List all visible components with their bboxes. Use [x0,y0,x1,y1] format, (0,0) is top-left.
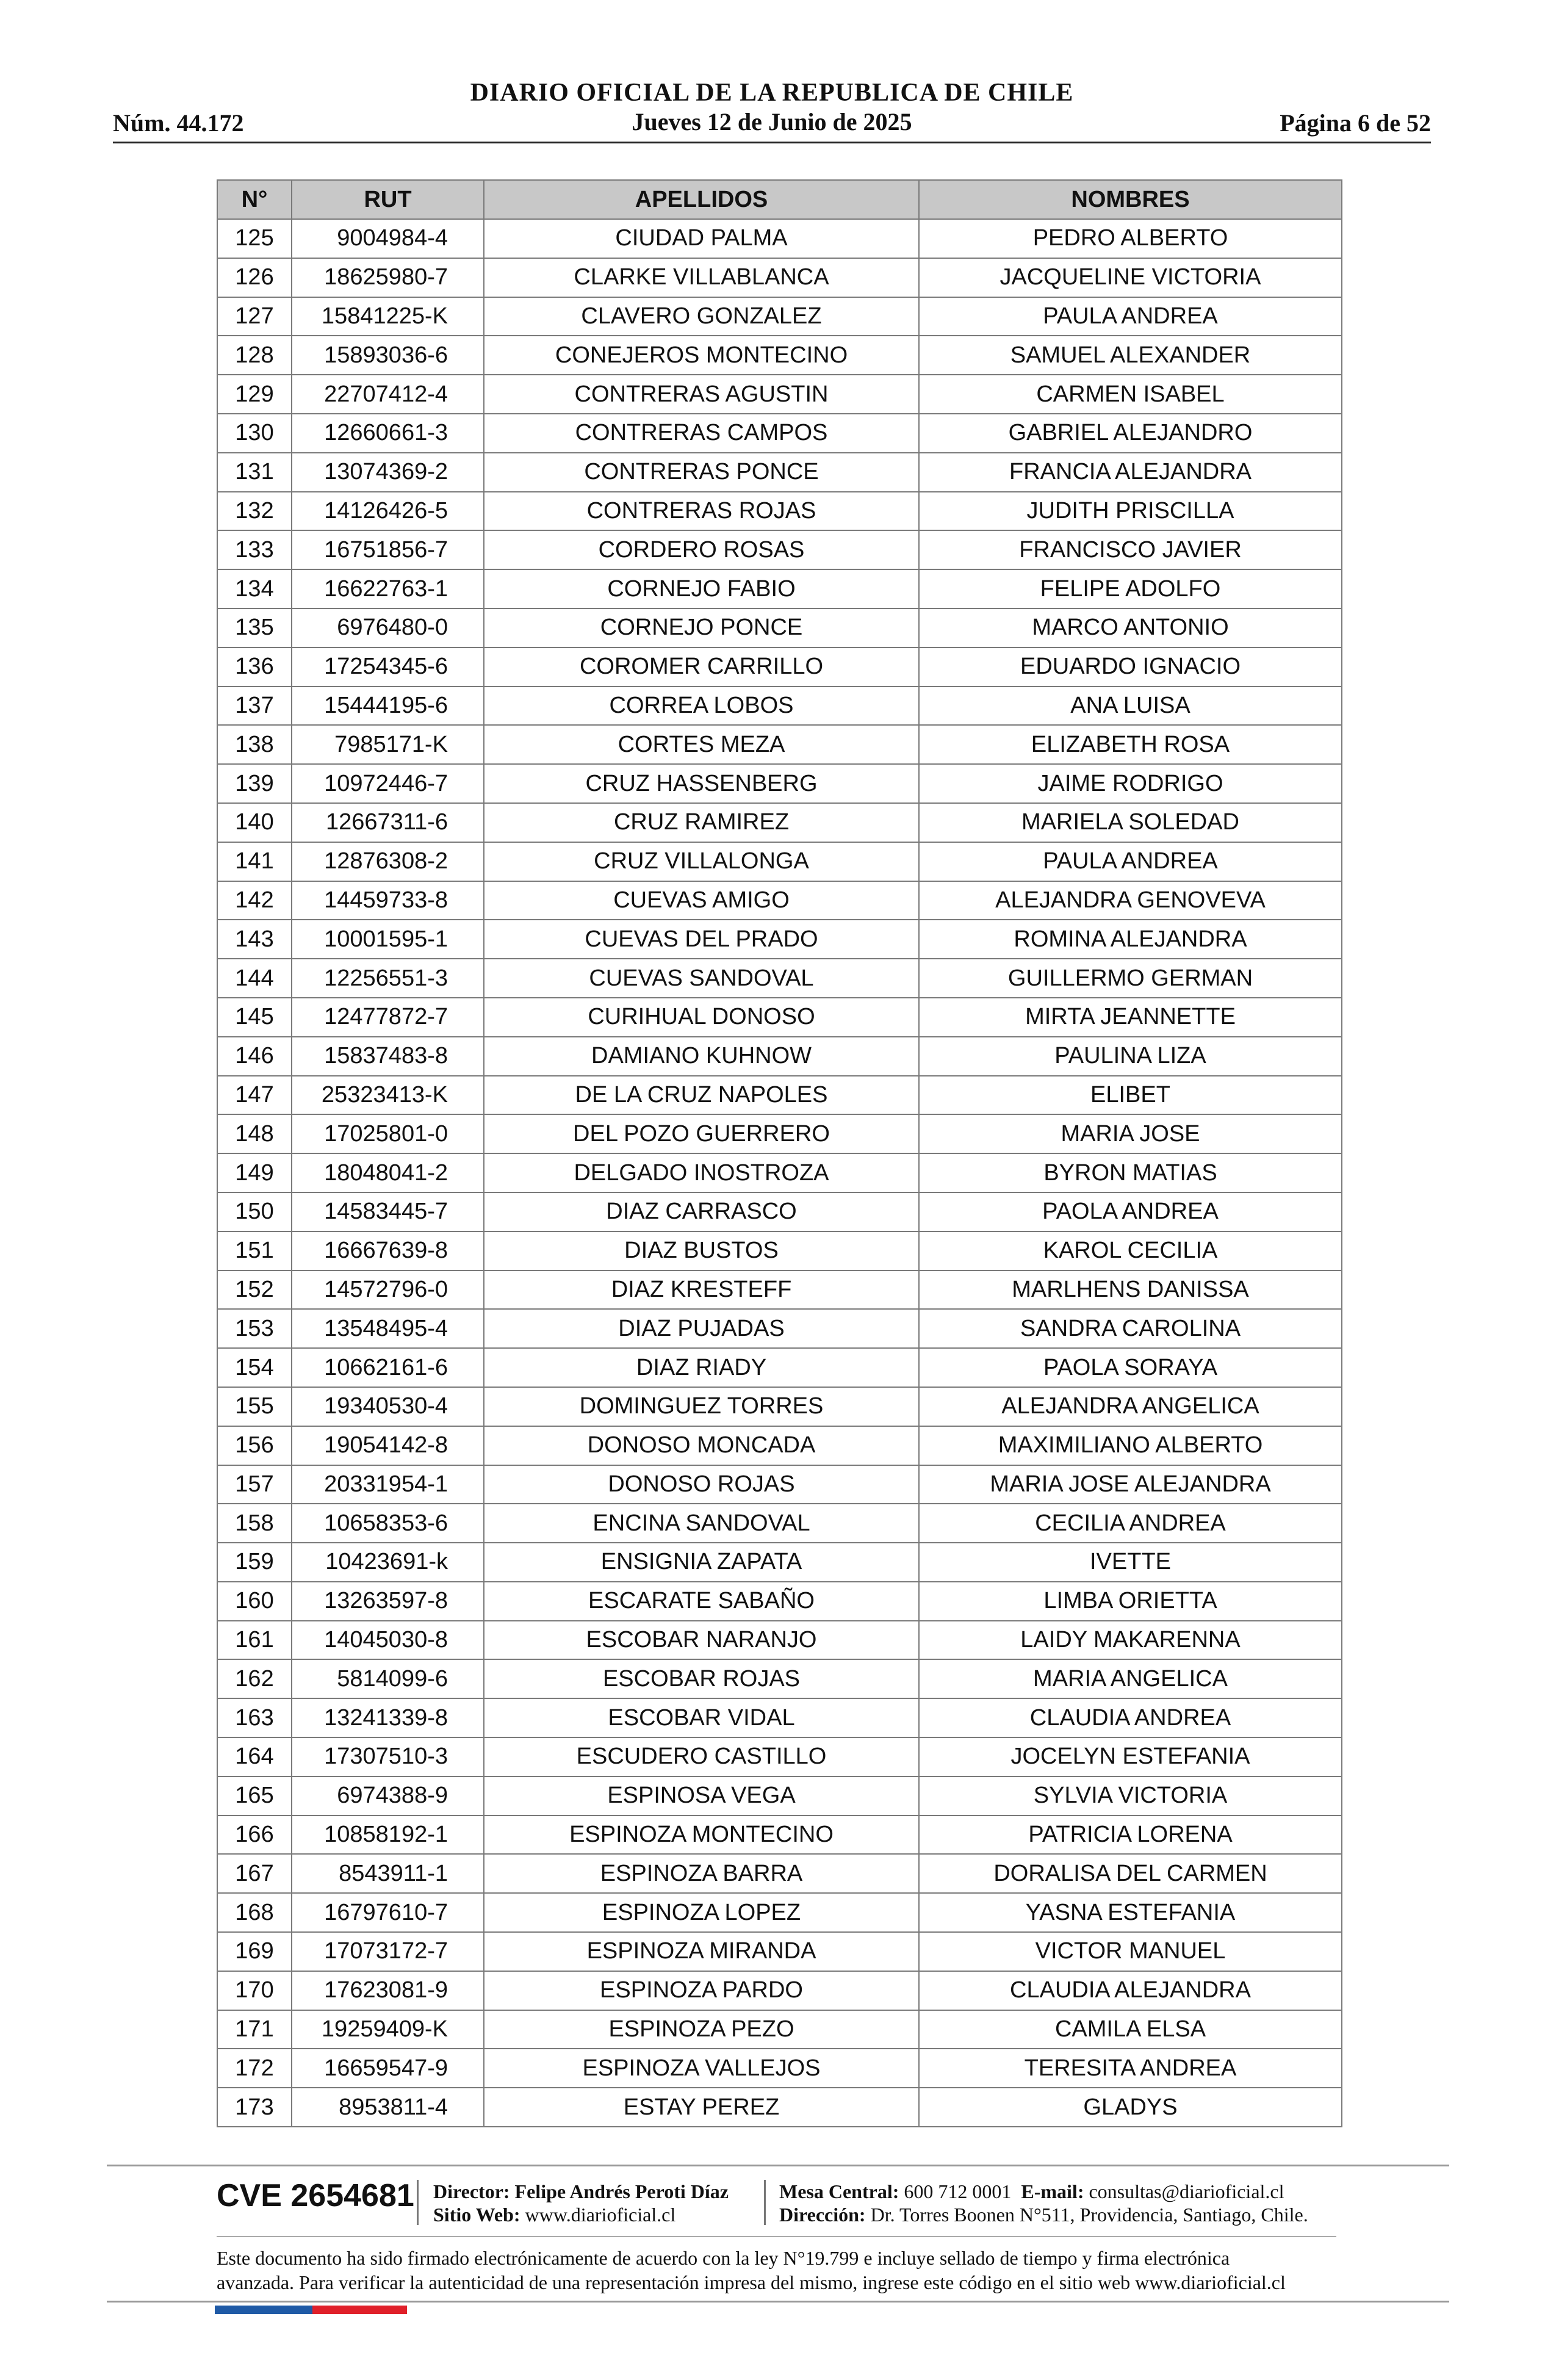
row-apellidos: CORNEJO PONCE [484,608,919,647]
row-number: 134 [217,569,292,608]
table-row [217,2088,1342,2127]
row-rut: 15837483-8 [292,1037,484,1076]
row-number: 127 [217,297,292,336]
row-rut: 18048041-2 [292,1153,484,1192]
row-number: 164 [217,1737,292,1776]
publication-date: Jueves 12 de Junio de 2025 [632,108,912,135]
table-row [217,1971,1342,2010]
row-apellidos: CUEVAS DEL PRADO [484,920,919,959]
row-rut: 10662161-6 [292,1348,484,1387]
table-row [217,414,1342,453]
row-nombres: FRANCIA ALEJANDRA [919,453,1342,492]
row-rut: 12256551-3 [292,959,484,998]
table-row [217,1387,1342,1426]
table-row [217,1737,1342,1776]
row-nombres: IVETTE [919,1543,1342,1582]
row-rut: 8543911-1 [292,1854,484,1893]
row-apellidos: DIAZ BUSTOS [484,1231,919,1271]
table-row [217,764,1342,803]
row-rut: 25323413-K [292,1076,484,1115]
table-row [217,998,1342,1037]
row-rut: 18625980-7 [292,258,484,297]
row-number: 149 [217,1153,292,1192]
row-rut: 7985171-K [292,725,484,764]
row-nombres: JACQUELINE VICTORIA [919,258,1342,297]
row-apellidos: CONTRERAS PONCE [484,453,919,492]
row-number: 137 [217,687,292,726]
row-nombres: ANA LUISA [919,687,1342,726]
row-number: 156 [217,1426,292,1465]
website-link[interactable]: www.diarioficial.cl [525,2204,676,2226]
row-number: 142 [217,881,292,920]
row-number: 150 [217,1192,292,1231]
row-nombres: CAMILA ELSA [919,2010,1342,2049]
row-apellidos: CUEVAS SANDOVAL [484,959,919,998]
row-nombres: PAULA ANDREA [919,297,1342,336]
table-row [217,881,1342,920]
table-row [217,219,1342,258]
mesa-label: Mesa Central: [779,2180,899,2202]
row-rut: 8953811-4 [292,2088,484,2127]
contact-info [779,2180,1308,2226]
row-number: 153 [217,1309,292,1348]
row-number: 130 [217,414,292,453]
row-apellidos: DIAZ PUJADAS [484,1309,919,1348]
row-number: 151 [217,1231,292,1271]
row-apellidos: ESPINOZA VALLEJOS [484,2049,919,2088]
table-row [217,1621,1342,1660]
row-rut: 22707412-4 [292,375,484,414]
row-rut: 20331954-1 [292,1465,484,1504]
row-number: 152 [217,1271,292,1310]
row-rut: 14572796-0 [292,1271,484,1310]
row-apellidos: DONOSO MONCADA [484,1426,919,1465]
row-nombres: TERESITA ANDREA [919,2049,1342,2088]
table-body [217,219,1342,2127]
director-info [433,2180,729,2226]
row-apellidos: ESPINOZA PEZO [484,2010,919,2049]
row-number: 126 [217,258,292,297]
row-nombres: PAULA ANDREA [919,842,1342,881]
row-nombres: PATRICIA LORENA [919,1816,1342,1855]
row-number: 133 [217,530,292,569]
table-row [217,687,1342,726]
row-nombres: CECILIA ANDREA [919,1504,1342,1543]
table-row [217,1192,1342,1231]
legal-notice [217,2246,1339,2295]
row-number: 155 [217,1387,292,1426]
row-nombres: SANDRA CAROLINA [919,1309,1342,1348]
row-rut: 16667639-8 [292,1231,484,1271]
table-row [217,1932,1342,1971]
row-apellidos: ESCOBAR ROJAS [484,1659,919,1698]
row-rut: 16797610-7 [292,1893,484,1932]
row-apellidos: CONEJEROS MONTECINO [484,336,919,375]
footer-divider-bottom [107,2301,1449,2302]
flag-stripe-red [312,2306,407,2314]
row-rut: 16751856-7 [292,530,484,569]
column-header-number: N° [217,180,292,219]
row-number: 140 [217,803,292,842]
row-number: 144 [217,959,292,998]
row-nombres: JUDITH PRISCILLA [919,492,1342,531]
row-nombres: JAIME RODRIGO [919,764,1342,803]
row-nombres: LIMBA ORIETTA [919,1582,1342,1621]
email-label: E-mail: [1021,2180,1084,2202]
row-nombres: CARMEN ISABEL [919,375,1342,414]
legal-line: avanzada. Para verificar la autenticidad de una representación impresa del mismo, ingrese este código en el sitio web www.diarioficial.cl [217,2271,1286,2293]
column-header-rut: RUT [292,180,484,219]
row-apellidos: ESPINOZA PARDO [484,1971,919,2010]
row-nombres: FELIPE ADOLFO [919,569,1342,608]
row-nombres: EDUARDO IGNACIO [919,647,1342,687]
row-number: 138 [217,725,292,764]
row-rut: 12477872-7 [292,998,484,1037]
row-apellidos: CONTRERAS CAMPOS [484,414,919,453]
table-row [217,725,1342,764]
legal-line: Este documento ha sido firmado electrónicamente de acuerdo con la ley N°19.799 e incluye sellado de tiempo y firma electrónica [217,2247,1230,2269]
table-header-row [217,180,1342,219]
header-divider [113,142,1431,143]
table-row [217,1465,1342,1504]
row-nombres: DORALISA DEL CARMEN [919,1854,1342,1893]
row-number: 168 [217,1893,292,1932]
row-number: 143 [217,920,292,959]
registry-table [217,179,1342,2127]
row-apellidos: CORREA LOBOS [484,687,919,726]
row-apellidos: ENSIGNIA ZAPATA [484,1543,919,1582]
row-rut: 10423691-k [292,1543,484,1582]
table-row [217,1309,1342,1348]
row-apellidos: CRUZ VILLALONGA [484,842,919,881]
publication-title: DIARIO OFICIAL DE LA REPUBLICA DE CHILE [470,79,1074,107]
table-row [217,842,1342,881]
row-number: 173 [217,2088,292,2127]
row-rut: 9004984-4 [292,219,484,258]
row-apellidos: CIUDAD PALMA [484,219,919,258]
row-number: 129 [217,375,292,414]
row-rut: 6974388-9 [292,1776,484,1816]
row-rut: 15893036-6 [292,336,484,375]
footer-divider-middle [217,2236,1336,2237]
footer-separator [764,2180,766,2225]
row-number: 135 [217,608,292,647]
director-name: Felipe Andrés Peroti Díaz [514,2180,729,2202]
row-apellidos: CRUZ HASSENBERG [484,764,919,803]
row-rut: 12667311-6 [292,803,484,842]
table-row [217,1114,1342,1153]
row-apellidos: ESPINOSA VEGA [484,1776,919,1816]
row-apellidos: DELGADO INOSTROZA [484,1153,919,1192]
row-apellidos: DAMIANO KUHNOW [484,1037,919,1076]
row-nombres: GLADYS [919,2088,1342,2127]
cve-code: CVE 2654681 [217,2178,414,2213]
row-rut: 10972446-7 [292,764,484,803]
row-nombres: CLAUDIA ANDREA [919,1698,1342,1737]
table-row [217,1816,1342,1855]
website-label: Sitio Web: [433,2204,520,2226]
row-nombres: MIRTA JEANNETTE [919,998,1342,1037]
table-row [217,2049,1342,2088]
row-nombres: CLAUDIA ALEJANDRA [919,1971,1342,2010]
row-rut: 17307510-3 [292,1737,484,1776]
row-number: 163 [217,1698,292,1737]
row-apellidos: DONOSO ROJAS [484,1465,919,1504]
table-row [217,1698,1342,1737]
row-nombres: GABRIEL ALEJANDRO [919,414,1342,453]
row-number: 162 [217,1659,292,1698]
row-number: 141 [217,842,292,881]
row-number: 158 [217,1504,292,1543]
row-apellidos: CORDERO ROSAS [484,530,919,569]
row-number: 136 [217,647,292,687]
table-row [217,959,1342,998]
row-apellidos: CONTRERAS ROJAS [484,492,919,531]
director-label: Director: [433,2180,510,2202]
column-header-apellidos: APELLIDOS [484,180,919,219]
row-rut: 16659547-9 [292,2049,484,2088]
row-nombres: MARCO ANTONIO [919,608,1342,647]
table-row [217,492,1342,531]
table-row [217,1543,1342,1582]
row-rut: 19054142-8 [292,1426,484,1465]
row-apellidos: DIAZ CARRASCO [484,1192,919,1231]
row-rut: 10658353-6 [292,1504,484,1543]
table-row [217,803,1342,842]
row-number: 146 [217,1037,292,1076]
row-apellidos: ESCOBAR VIDAL [484,1698,919,1737]
row-nombres: BYRON MATIAS [919,1153,1342,1192]
table-row [217,453,1342,492]
row-number: 166 [217,1816,292,1855]
row-apellidos: CLARKE VILLABLANCA [484,258,919,297]
row-number: 159 [217,1543,292,1582]
row-nombres: ELIBET [919,1076,1342,1115]
page-header [113,73,1431,146]
row-rut: 13263597-8 [292,1582,484,1621]
row-nombres: MARIA ANGELICA [919,1659,1342,1698]
row-rut: 6976480-0 [292,608,484,647]
table-row [217,530,1342,569]
row-number: 148 [217,1114,292,1153]
email-link[interactable]: consultas@diarioficial.cl [1089,2180,1284,2202]
row-number: 169 [217,1932,292,1971]
row-rut: 15841225-K [292,297,484,336]
row-rut: 15444195-6 [292,687,484,726]
table-row [217,920,1342,959]
row-apellidos: CLAVERO GONZALEZ [484,297,919,336]
row-nombres: MARIELA SOLEDAD [919,803,1342,842]
issue-number: Núm. 44.172 [113,109,244,137]
table-row [217,1582,1342,1621]
table-row [217,336,1342,375]
address-label: Dirección: [779,2204,866,2226]
row-number: 132 [217,492,292,531]
row-number: 139 [217,764,292,803]
row-number: 128 [217,336,292,375]
table-row [217,1659,1342,1698]
row-number: 160 [217,1582,292,1621]
row-rut: 12876308-2 [292,842,484,881]
row-number: 171 [217,2010,292,2049]
row-nombres: GUILLERMO GERMAN [919,959,1342,998]
table-row [217,1893,1342,1932]
row-rut: 12660661-3 [292,414,484,453]
row-nombres: PEDRO ALBERTO [919,219,1342,258]
table-row [217,1854,1342,1893]
table-row [217,1776,1342,1816]
row-rut: 10858192-1 [292,1816,484,1855]
row-apellidos: COROMER CARRILLO [484,647,919,687]
row-rut: 14045030-8 [292,1621,484,1660]
row-apellidos: CUEVAS AMIGO [484,881,919,920]
row-nombres: ALEJANDRA ANGELICA [919,1387,1342,1426]
row-number: 165 [217,1776,292,1816]
page-indicator: Página 6 de 52 [1280,109,1431,137]
row-nombres: SYLVIA VICTORIA [919,1776,1342,1816]
table-row [217,1153,1342,1192]
row-nombres: PAULINA LIZA [919,1037,1342,1076]
flag-stripe-blue [215,2306,312,2314]
row-number: 145 [217,998,292,1037]
row-rut: 14583445-7 [292,1192,484,1231]
row-apellidos: ESTAY PEREZ [484,2088,919,2127]
row-apellidos: DE LA CRUZ NAPOLES [484,1076,919,1115]
row-apellidos: ESPINOZA LOPEZ [484,1893,919,1932]
table-row [217,1037,1342,1076]
address-text: Dr. Torres Boonen N°511, Providencia, Santiago, Chile. [870,2204,1308,2226]
row-rut: 16622763-1 [292,569,484,608]
row-rut: 17073172-7 [292,1932,484,1971]
row-number: 131 [217,453,292,492]
table-row [217,1426,1342,1465]
row-nombres: MARIA JOSE [919,1114,1342,1153]
row-nombres: MARIA JOSE ALEJANDRA [919,1465,1342,1504]
row-apellidos: ESCARATE SABAÑO [484,1582,919,1621]
row-nombres: ALEJANDRA GENOVEVA [919,881,1342,920]
table-row [217,1076,1342,1115]
table-row [217,2010,1342,2049]
row-apellidos: ESPINOZA BARRA [484,1854,919,1893]
row-apellidos: CURIHUAL DONOSO [484,998,919,1037]
table-row [217,1231,1342,1271]
row-number: 147 [217,1076,292,1115]
row-apellidos: DOMINGUEZ TORRES [484,1387,919,1426]
row-number: 157 [217,1465,292,1504]
row-apellidos: DIAZ KRESTEFF [484,1271,919,1310]
row-number: 161 [217,1621,292,1660]
row-nombres: YASNA ESTEFANIA [919,1893,1342,1932]
row-number: 170 [217,1971,292,2010]
row-rut: 17254345-6 [292,647,484,687]
row-rut: 13241339-8 [292,1698,484,1737]
table-row [217,647,1342,687]
row-apellidos: DEL POZO GUERRERO [484,1114,919,1153]
row-rut: 14126426-5 [292,492,484,531]
table-row [217,297,1342,336]
row-number: 125 [217,219,292,258]
row-rut: 13548495-4 [292,1309,484,1348]
row-nombres: JOCELYN ESTEFANIA [919,1737,1342,1776]
footer-separator [417,2180,419,2225]
row-apellidos: ESPINOZA MONTECINO [484,1816,919,1855]
row-rut: 19259409-K [292,2010,484,2049]
row-rut: 19340530-4 [292,1387,484,1426]
row-rut: 10001595-1 [292,920,484,959]
table-row [217,1504,1342,1543]
row-apellidos: CRUZ RAMIREZ [484,803,919,842]
row-apellidos: DIAZ RIADY [484,1348,919,1387]
table-row [217,1271,1342,1310]
footer-divider-top [107,2165,1449,2166]
row-nombres: LAIDY MAKARENNA [919,1621,1342,1660]
column-header-nombres: NOMBRES [919,180,1342,219]
row-apellidos: CONTRERAS AGUSTIN [484,375,919,414]
row-nombres: VICTOR MANUEL [919,1932,1342,1971]
row-nombres: MAXIMILIANO ALBERTO [919,1426,1342,1465]
row-nombres: ROMINA ALEJANDRA [919,920,1342,959]
table-row [217,258,1342,297]
row-nombres: KAROL CECILIA [919,1231,1342,1271]
row-number: 167 [217,1854,292,1893]
row-nombres: PAOLA ANDREA [919,1192,1342,1231]
mesa-phone: 600 712 0001 [904,2180,1012,2202]
row-nombres: PAOLA SORAYA [919,1348,1342,1387]
row-apellidos: CORNEJO FABIO [484,569,919,608]
row-rut: 13074369-2 [292,453,484,492]
row-rut: 17025801-0 [292,1114,484,1153]
row-nombres: SAMUEL ALEXANDER [919,336,1342,375]
table-row [217,569,1342,608]
row-apellidos: CORTES MEZA [484,725,919,764]
row-apellidos: ESPINOZA MIRANDA [484,1932,919,1971]
table-row [217,375,1342,414]
row-apellidos: ESCUDERO CASTILLO [484,1737,919,1776]
row-number: 154 [217,1348,292,1387]
row-apellidos: ENCINA SANDOVAL [484,1504,919,1543]
row-nombres: MARLHENS DANISSA [919,1271,1342,1310]
row-nombres: FRANCISCO JAVIER [919,530,1342,569]
row-rut: 14459733-8 [292,881,484,920]
row-nombres: ELIZABETH ROSA [919,725,1342,764]
table-row [217,608,1342,647]
row-apellidos: ESCOBAR NARANJO [484,1621,919,1660]
table-row [217,1348,1342,1387]
row-rut: 5814099-6 [292,1659,484,1698]
row-rut: 17623081-9 [292,1971,484,2010]
row-number: 172 [217,2049,292,2088]
